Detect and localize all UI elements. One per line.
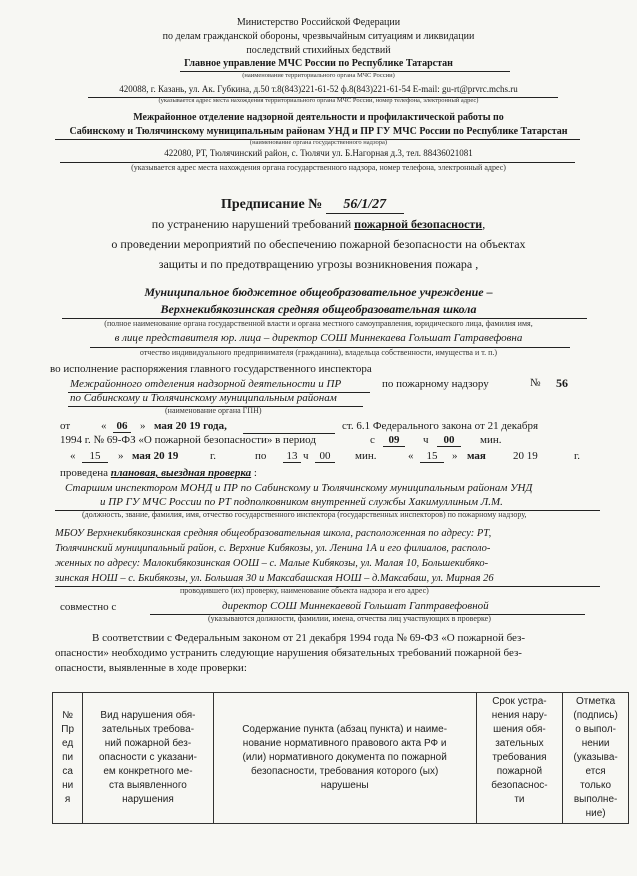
col-header-text: Содержание пункта (абзац пункта) и наиме- — [242, 724, 448, 735]
period-from-hour: 09 — [383, 434, 405, 447]
hour-label: ч — [423, 434, 429, 446]
order-caption: (наименование органа ГПН) — [165, 406, 262, 415]
inspector-line1: Старшим инспектором МОНД и ПР по Сабинскому и Тюлячинскому муниципальным районам УНД — [65, 482, 533, 494]
quote-open-3: « — [408, 450, 414, 462]
col-header-text: нарушения — [122, 794, 174, 805]
org-line1: Муниципальное бюджетное общеобразовательное учреждение – — [144, 285, 493, 299]
period-to-minute: 00 — [315, 450, 335, 463]
inspection-line — [60, 467, 257, 479]
period-from-day: 15 — [82, 450, 108, 463]
sub-department-caption: (наименование органа государственного надзора) — [249, 139, 388, 146]
quote-close-3: » — [452, 450, 458, 462]
object-caption: проводившего (их) проверку, наименование объекта надзора и его адрес) — [180, 586, 429, 595]
sub-department-line2: Сабинскому и Тюлячинскому муниципальным районам УНД и ПР ГУ МЧС России по Республике Татарстан — [69, 126, 568, 137]
year-label: г. — [210, 450, 217, 462]
col-header-text: № — [62, 710, 73, 721]
period-to-hour: 13 — [283, 450, 301, 463]
col-header-text: опасности с указани- — [98, 752, 197, 763]
col-header-text: ста выявленного — [109, 780, 187, 791]
sub-department-line1: Межрайонное отделение надзорной деятельности и профилактической работы по — [133, 112, 504, 123]
title-line1-part-c: , — [482, 217, 486, 231]
quote-close: » — [140, 420, 146, 432]
col-header-text: шения обя- — [493, 724, 546, 735]
title-line3: защиты и по предотвращению угрозы возникновения пожара , — [158, 257, 479, 271]
jointly-value: директор СОШ Миннекаевой Гольшат Гаптравефовной — [222, 600, 489, 612]
order-month-year: мая 20 19 года, — [154, 420, 227, 432]
period-to-month: мая — [467, 450, 486, 462]
col-header-text: ед — [62, 738, 74, 749]
col-header-text: са — [62, 766, 73, 777]
quote-close-2: » — [118, 450, 124, 462]
col-header-text: ни — [62, 780, 74, 791]
violations-table — [52, 692, 629, 824]
table-header-row — [53, 693, 629, 824]
quote-open: « — [101, 420, 107, 432]
inspection-prefix: проведена — [60, 467, 111, 479]
col-mark-header — [563, 693, 629, 824]
col-header-text: зательных — [495, 738, 544, 749]
order-intro: во исполнение распоряжения главного государственного инспектора — [50, 363, 372, 375]
col-header-text: пожарной — [496, 766, 543, 777]
sub-address: 422080, РТ, Тюлячинский район, с. Тюлячи ул. Б.Нагорная д.3, тел. 88436021081 — [164, 148, 473, 158]
col-header-text: ется — [585, 766, 606, 777]
ministry-line3: последствий стихийных бедствий — [246, 45, 391, 56]
col-header-text: Срок устра- — [492, 696, 547, 707]
col-header-text: о выпол- — [575, 724, 616, 735]
col-header-text: Вид нарушения обя- — [100, 710, 196, 721]
col-header-text: ти — [514, 794, 525, 805]
sub-address-caption: (указывается адрес места нахождения органа государственного надзора, номер телефона, электронный адрес) — [131, 163, 506, 172]
col-header-text: зательных требова- — [101, 724, 195, 735]
prescription-title — [221, 197, 404, 214]
col-violation-header — [83, 693, 213, 824]
col-header-text: безопасности, требования которого (ых) — [250, 766, 439, 777]
main-address: 420088, г. Казань, ул. Ак. Губкина, д.50 т.8(843)221-61-52 ф.8(843)221-61-54 E-mail: gu-rt@prvrc.mchs.ru — [119, 84, 518, 94]
order-number-value: 56 — [556, 376, 568, 390]
object-line1: МБОУ Верхнекибякозинская средняя общеобразовательная школа, расположенная по адресу: РТ, — [55, 528, 492, 539]
ministry-line1: Министерство Российской Федерации — [236, 17, 401, 28]
col-header-text: (указыва- — [573, 752, 618, 763]
object-line2: Тюлячинский муниципальный район, с. Верхние Кибякозы, ул. Ленина 1А и его филиалов, располо- — [55, 543, 491, 554]
year-label-2: г. — [574, 450, 581, 462]
col-header-text: Отметка — [576, 696, 616, 707]
order-day: 06 — [113, 420, 131, 433]
body-line1: В соответствии с Федеральным законом от 21 декабря 1994 года № 69-ФЗ «О пожарной без- — [92, 632, 526, 644]
main-address-caption: (указывается адрес места нахождения территориального органа МЧС России, номер телефона, электронный адрес) — [158, 97, 479, 104]
inspector-line2: и ПР ГУ МЧС России по РТ подполковником внутренней службы Хакимуллиным Л.М. — [100, 496, 503, 508]
quote-open-2: « — [70, 450, 76, 462]
order-number-label: № — [530, 377, 541, 389]
jointly-label: совместно с — [60, 601, 117, 613]
order-dept-line1: Межрайонного отделения надзорной деятельности и ПР — [70, 378, 342, 390]
col-deadline-header — [476, 693, 563, 824]
law-reference: ст. 6.1 Федерального закона от 21 декабря — [342, 420, 539, 432]
col-header-text: Пр — [61, 724, 74, 735]
inspection-suffix: : — [251, 467, 257, 479]
jointly-caption: (указываются должности, фамилии, имена, отчества лиц участвующих в проверке) — [208, 614, 491, 623]
object-line3: женных по адресу: Малокибякозинская ООШ – с. Малые Кибякозы, ул. Малая 10, Большекибяко- — [55, 558, 489, 569]
col-header-text: требования — [492, 752, 547, 763]
ministry-line2: по делам гражданской обороны, чрезвычайным ситуациям и ликвидации — [162, 31, 475, 42]
title-line1-part-a: по устранению нарушений требований — [151, 217, 355, 231]
org-representative: в лице представителя юр. лица – директор СОШ Миннекаева Гольшат Гатравефовна — [114, 332, 523, 344]
period-from-month-year: мая 20 19 — [132, 450, 179, 462]
col-header-text: (или) нормативного документа по пожарной — [242, 752, 447, 763]
order-dept-line2: по Сабинскому и Тюлячинскому муниципальным районам — [70, 392, 337, 404]
col-header-text: безопаснос- — [491, 780, 548, 791]
org-caption1: (полное наименование органа государственной власти и органа местного самоуправления, юридического лица, фамилия имя, — [104, 319, 533, 328]
minute-label-2: мин. — [355, 450, 377, 462]
col-header-text: пи — [62, 752, 74, 763]
org-line2: Верхнекибякозинская средняя общеобразовательная школа — [160, 302, 477, 316]
col-header-text: (подпись) — [573, 710, 618, 721]
col-header-text: я — [64, 794, 71, 805]
period-from-label: с — [370, 434, 375, 446]
title-line1 — [0, 217, 637, 232]
order-dept-suffix: по пожарному надзору — [382, 378, 489, 390]
law-reference-line2: 1994 г. № 69-ФЗ «О пожарной безопасности» в период — [60, 434, 316, 446]
col-header-text: нование нормативного правового акта РФ и — [242, 738, 447, 749]
col-header-text: ние) — [585, 808, 606, 819]
prescription-prefix: Предписание № — [221, 197, 323, 212]
period-to-year: 20 19 — [513, 450, 538, 462]
period-to-day: 15 — [420, 450, 444, 463]
prescription-number: 56/1/27 — [326, 197, 404, 214]
from-label: от — [60, 420, 71, 432]
minute-label: мин. — [480, 434, 502, 446]
org-caption2: отчество индивидуального предпринимателя (гражданина), владельца собственности, имущества и т. п.) — [139, 348, 498, 357]
title-line1-part-b: пожарной безопасности — [354, 217, 483, 231]
period-to-label: по — [255, 450, 267, 462]
main-department-caption: (наименование территориального органа МЧС России) — [242, 72, 395, 79]
main-department: Главное управление МЧС России по Республике Татарстан — [184, 58, 453, 69]
col-header-text: выполне- — [573, 794, 618, 805]
col-header-text: нении — [581, 738, 610, 749]
period-from-minute: 00 — [437, 434, 461, 447]
inspection-type: плановая, выездная проверка — [110, 467, 252, 479]
col-header-text: ний пожарной без- — [104, 738, 192, 749]
col-header-text: только — [580, 780, 612, 791]
col-header-text: нения нару- — [491, 710, 548, 721]
col-number-header — [53, 693, 83, 824]
title-line2: о проведении мероприятий по обеспечению пожарной безопасности на объектах — [111, 237, 526, 251]
hour-label-2: ч — [303, 450, 309, 462]
body-line2: опасности» необходимо устранить следующие нарушения обязательных требований пожарной без- — [55, 647, 522, 659]
body-line3: опасности, выявленные в ходе проверки: — [55, 662, 247, 674]
col-norm-header — [213, 693, 476, 824]
col-header-text: ем конкретного ме- — [103, 766, 193, 777]
inspection-caption: (должность, звание, фамилия, имя, отчество государственного инспектора (государственных инспекторов) по пожарному надзору, — [82, 510, 527, 519]
object-line4: зинская НОШ – с. Бкибякозы, ул. Большая 30 и Максабашская НОШ – д.Максабаш, ул. Мирная 26 — [55, 573, 494, 584]
col-header-text: нарушены — [320, 780, 369, 791]
